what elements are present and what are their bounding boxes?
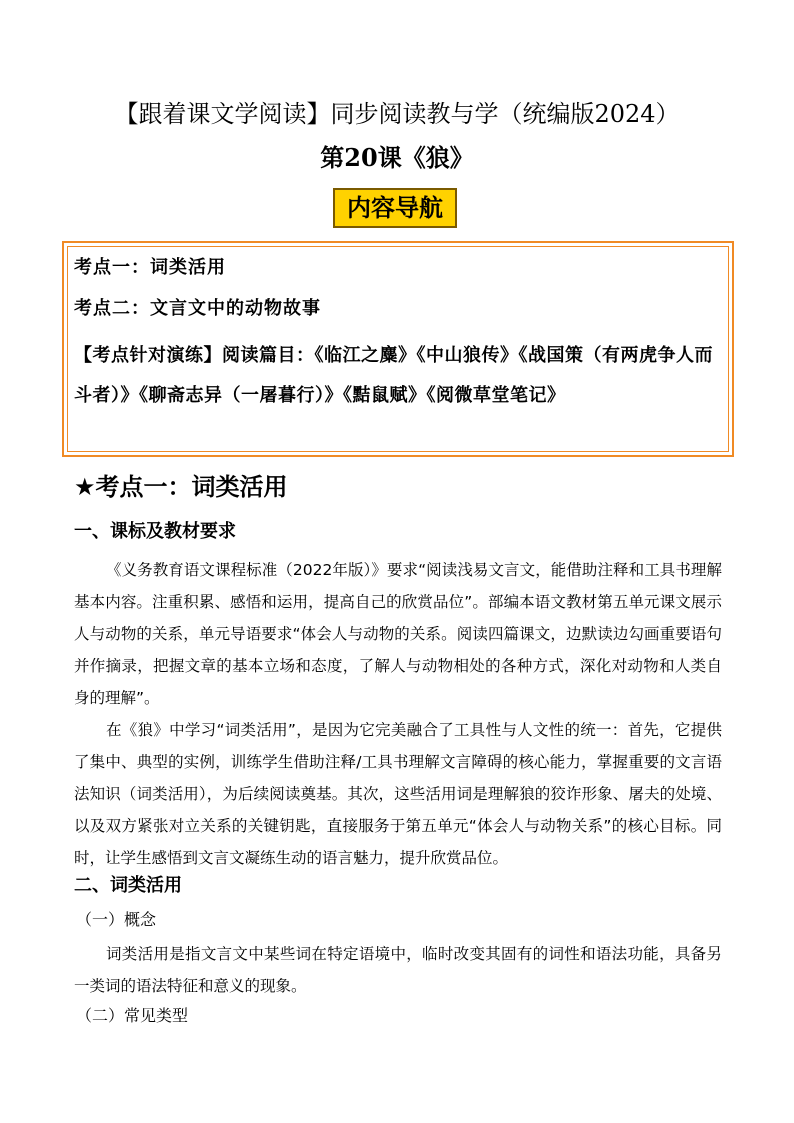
nav-item-point-1: 考点一：词类活用: [74, 257, 226, 278]
subheading-concept: （一）概念: [76, 910, 157, 929]
nav-item-practice: 【考点针对演练】阅读篇目：《临江之麋》《中山狼传》《战国策（有两虎争人而斗者）》《聊斋志异（一屠暮行）》《黠鼠赋》《阅微草堂笔记》: [74, 345, 713, 406]
document-title: 【跟着课文学阅读】同步阅读教与学（统编版2024）: [114, 100, 680, 128]
paragraph-concept: 词类活用是指文言文中某些词在特定语境中，临时改变其固有的词性和语法功能，具备另一类词的语法特征和意义的现象。: [74, 945, 722, 995]
lesson-title: 第20课《狼》: [320, 143, 474, 172]
heading-curriculum-requirements: 一、课标及教材要求: [74, 521, 236, 542]
paragraph-why-learn: 在《狼》中学习“词类活用”，是因为它完美融合了工具性与人文性的统一：首先，它提供了集中、典型的实例，训练学生借助注释/工具书理解文言障碍的核心能力，掌握重要的文言语法知识（词类活用），为后续阅读奠基。其次，这些活用词是理解狼的狡诈形象、屠夫的处境、以及双方紧张对立关系的关键钥匙，直接服务于第五单元“体会人与动物关系”的核心目标。同时，让学生感悟到文言文凝练生动的语言魅力，提升欣赏品位。: [74, 721, 722, 867]
paragraph-curriculum-standard: 《义务教育语文课程标准（2022年版）》要求“阅读浅易文言文，能借助注释和工具书理解基本内容。注重积累、感悟和运用，提高自己的欣赏品位”。部编本语文教材第五单元课文展示人与动物的关系，单元导语要求“体会人与动物的关系。阅读四篇课文，边默读边勾画重要语句并作摘录，把握文章的基本立场和态度，了解人与动物相处的各种方式，深化对动物和人类自身的理解”。: [74, 561, 722, 707]
subheading-common-types: （二）常见类型: [76, 1006, 189, 1025]
section-heading-point-1: ★考点一：词类活用: [74, 473, 288, 501]
content-nav-badge: 内容导航: [333, 188, 457, 228]
nav-item-point-2: 考点二：文言文中的动物故事: [74, 298, 321, 319]
heading-word-class-flexibility: 二、词类活用: [74, 875, 182, 896]
